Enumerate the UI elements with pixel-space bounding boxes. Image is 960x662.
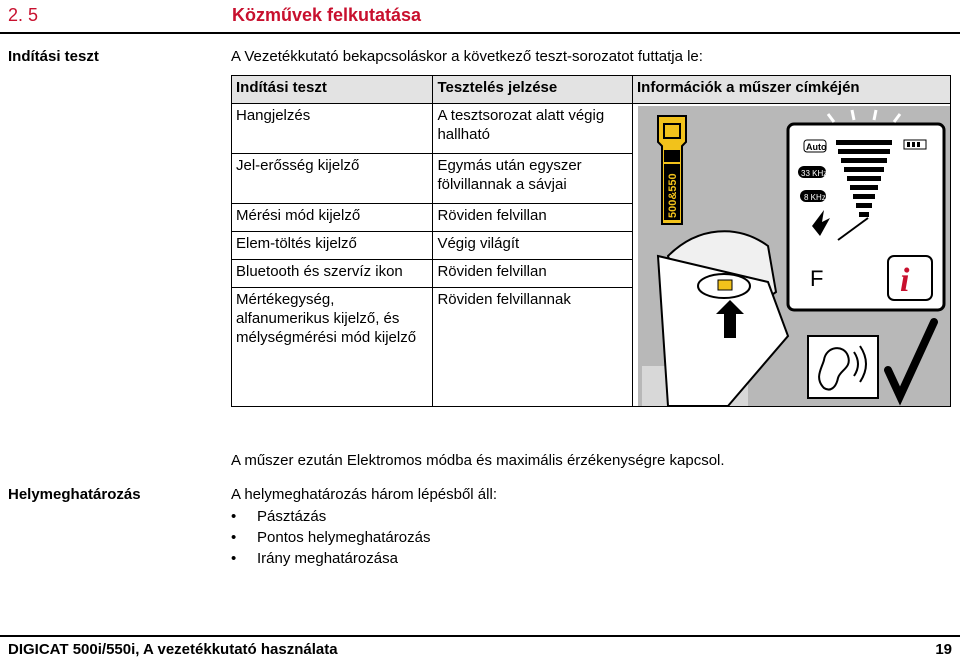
indication-cell: Végig világít [433, 232, 633, 260]
column-header: Tesztelés jelzése [433, 76, 633, 104]
test-name-cell: Mérési mód kijelző [232, 204, 433, 232]
indication-cell: Egymás után egyszer fölvillannak a sávjai [433, 154, 633, 204]
device-text: 500&550 [667, 173, 679, 218]
section-number: 2. 5 [8, 5, 39, 25]
instrument-label-illustration [638, 106, 950, 406]
column-header: Információk a műszer címkéjén [633, 76, 951, 104]
instrument-label-cell [633, 104, 951, 407]
lcd-panel [788, 124, 944, 310]
test-name-cell: Hangjelzés [232, 104, 433, 154]
test-name-cell: Jel-erősség kijelző [232, 154, 433, 204]
header-rule [0, 32, 960, 34]
test-name-cell: Mértékegység, alfanumerikus kijelző, és mélységmérési mód kijelző [232, 288, 433, 407]
indication-cell: Röviden felvillan [433, 204, 633, 232]
test-name-cell: Bluetooth és szervíz ikon [232, 260, 433, 288]
list-item: • Irány meghatározása [231, 548, 430, 569]
device-icon [658, 116, 686, 224]
table-header-row [232, 76, 951, 104]
page-number: 19 [935, 641, 952, 658]
test-name-cell: Elem-töltés kijelző [232, 232, 433, 260]
lcd-label-8khz: 8 KHz [804, 193, 826, 202]
location-steps-list [231, 506, 430, 569]
column-header: Indítási teszt [232, 76, 433, 104]
location-intro: A helymeghatározás három lépésből áll: [231, 486, 497, 503]
indication-cell: Röviden felvillannak [433, 288, 633, 407]
battery-icon [904, 140, 926, 149]
startup-side-heading: Indítási teszt [8, 48, 99, 65]
units-letter: F [810, 266, 824, 291]
section-title: Közművek felkutatása [232, 5, 422, 25]
table-row [232, 104, 951, 154]
footer-rule [0, 635, 960, 637]
indication-cell: Röviden felvillan [433, 260, 633, 288]
lcd-label-auto: Auto [806, 142, 827, 152]
startup-after-text: A műszer ezután Elektromos módba és maximális érzékenységre kapcsol. [231, 452, 725, 469]
ear-icon [808, 336, 878, 398]
startup-test-table [231, 75, 951, 407]
startup-intro: A Vezetékkutató bekapcsoláskor a következő teszt-sorozatot futtatja le: [231, 48, 703, 65]
footer-title: DIGICAT 500i/550i, A vezetékkutató használata [8, 641, 338, 658]
list-item: • Pontos helymeghatározás [231, 527, 430, 548]
indication-cell: A tesztsorozat alatt végig hallható [433, 104, 633, 154]
location-side-heading: Helymeghatározás [8, 486, 141, 503]
info-letter: i [900, 262, 910, 299]
list-item: • Pásztázás [231, 506, 430, 527]
lcd-label-33khz: 33 KHz [801, 169, 828, 178]
